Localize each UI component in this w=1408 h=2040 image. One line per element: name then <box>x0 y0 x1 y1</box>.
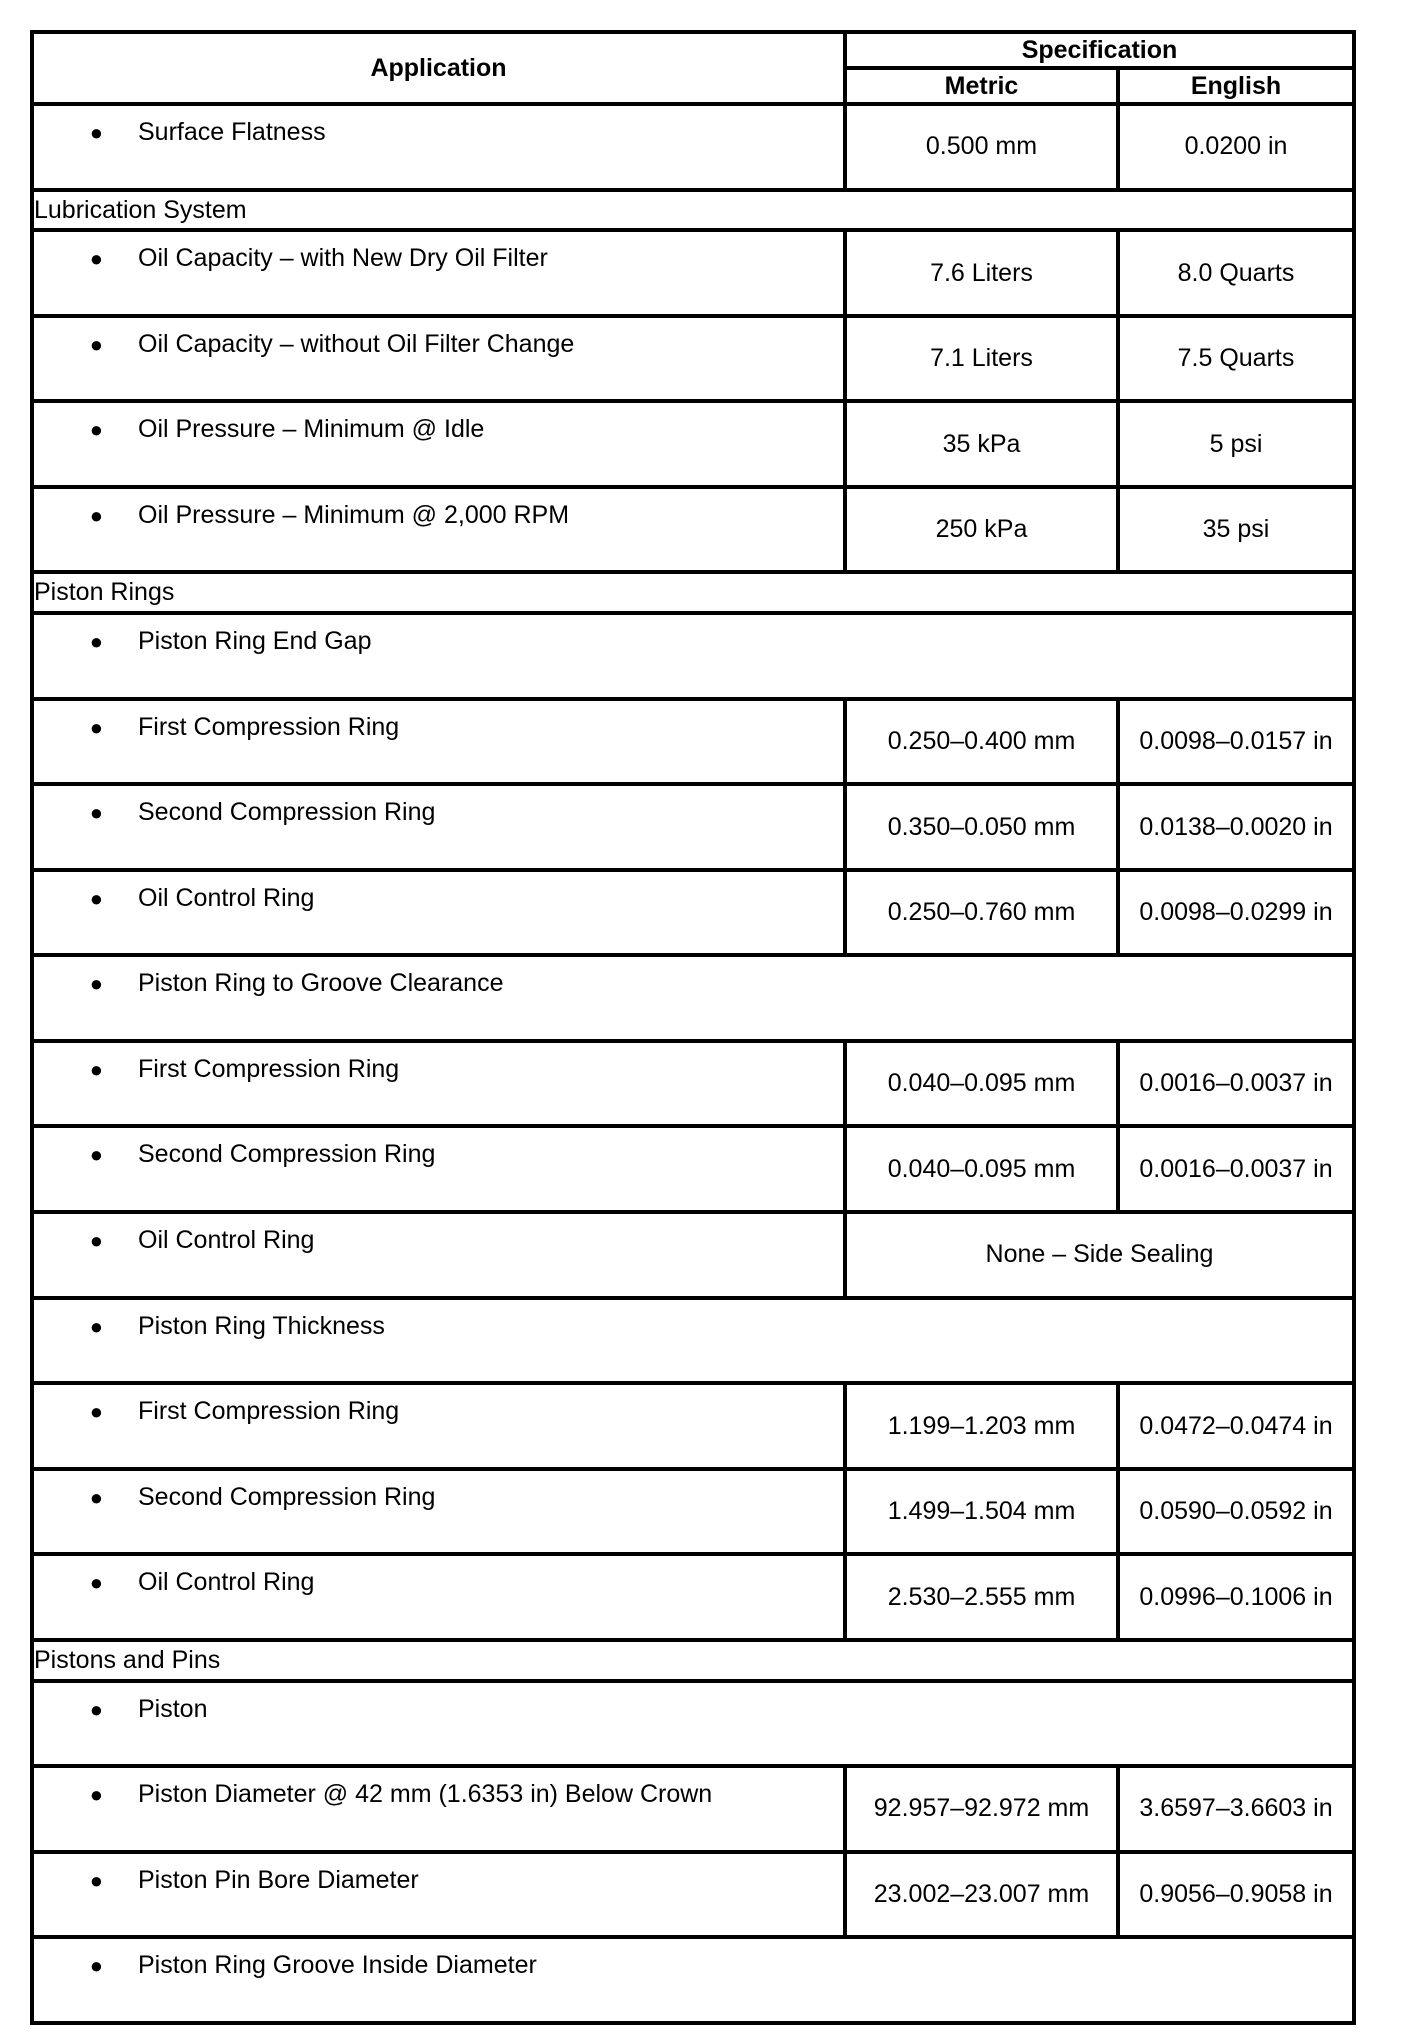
table-row <box>32 230 1354 316</box>
table-row <box>32 1383 1354 1469</box>
application-cell <box>32 1126 845 1212</box>
category-row <box>32 190 1354 231</box>
table-row <box>32 1126 1354 1212</box>
application-label: Oil Control Ring <box>138 883 315 912</box>
bullet-icon: ● <box>89 1313 103 1339</box>
application-cell <box>32 487 845 573</box>
table-row <box>32 401 1354 487</box>
application-label: First Compression Ring <box>138 1054 400 1083</box>
application-label: Second Compression Ring <box>138 1140 436 1169</box>
application-cell <box>32 1681 1354 1767</box>
application-label: Second Compression Ring <box>138 798 436 827</box>
metric-value: 0.250–0.400 mm <box>845 699 1118 785</box>
english-value: 8.0 Quarts <box>1118 230 1354 316</box>
bullet-icon: ● <box>89 1867 103 1893</box>
metric-value: 0.350–0.050 mm <box>845 784 1118 870</box>
table-row <box>32 1469 1354 1555</box>
table-body <box>32 104 1354 2023</box>
application-cell <box>32 1469 845 1555</box>
application-header: Application <box>32 32 845 104</box>
application-label: Oil Control Ring <box>138 1226 315 1255</box>
application-label: Piston Ring Groove Inside Diameter <box>138 1951 537 1980</box>
subheader-row <box>32 1681 1354 1767</box>
bullet-icon: ● <box>89 1399 103 1425</box>
application-label: Surface Flatness <box>138 118 326 146</box>
english-value: 3.6597–3.6603 in <box>1118 1766 1354 1852</box>
english-value: 0.0472–0.0474 in <box>1118 1383 1354 1469</box>
english-value: 0.0098–0.0299 in <box>1118 870 1354 956</box>
metric-value: 7.6 Liters <box>845 230 1118 316</box>
metric-value: 0.250–0.760 mm <box>845 870 1118 956</box>
application-label: First Compression Ring <box>138 1397 400 1426</box>
specification-header: Specification <box>845 32 1354 68</box>
bullet-icon: ● <box>89 1142 103 1168</box>
metric-value: 92.957–92.972 mm <box>845 1766 1118 1852</box>
bullet-icon: ● <box>89 885 103 911</box>
merged-value: None – Side Sealing <box>845 1212 1354 1298</box>
bullet-icon: ● <box>89 1953 103 1979</box>
metric-value: 2.530–2.555 mm <box>845 1554 1118 1640</box>
application-cell <box>32 870 845 956</box>
bullet-icon: ● <box>89 1484 103 1510</box>
metric-value: 0.500 mm <box>845 104 1118 190</box>
subheader-row <box>32 1298 1354 1384</box>
application-cell <box>32 401 845 487</box>
application-label: Piston <box>138 1694 208 1723</box>
table-row <box>32 1212 1354 1298</box>
table-row <box>32 784 1354 870</box>
bullet-icon: ● <box>89 120 103 145</box>
application-cell <box>32 784 845 870</box>
bullet-icon: ● <box>89 1782 103 1808</box>
category-label: Pistons and Pins <box>32 1640 1354 1681</box>
category-row <box>32 1640 1354 1681</box>
application-label: First Compression Ring <box>138 712 400 741</box>
application-cell <box>32 1298 1354 1384</box>
application-cell <box>32 1041 845 1127</box>
application-label: Oil Capacity – without Oil Filter Change <box>138 329 575 358</box>
category-label: Piston Rings <box>32 572 1354 613</box>
table-row <box>32 1766 1354 1852</box>
table-row <box>32 870 1354 956</box>
metric-value: 35 kPa <box>845 401 1118 487</box>
application-label: Oil Control Ring <box>138 1568 315 1597</box>
application-label: Piston Pin Bore Diameter <box>138 1865 419 1894</box>
bullet-icon: ● <box>89 971 103 997</box>
metric-value: 250 kPa <box>845 487 1118 573</box>
english-value: 0.0138–0.0020 in <box>1118 784 1354 870</box>
application-cell <box>32 1852 845 1938</box>
application-cell <box>32 1383 845 1469</box>
application-label: Piston Ring to Groove Clearance <box>138 969 504 998</box>
table-row <box>32 316 1354 402</box>
application-label: Piston Ring Thickness <box>138 1311 385 1340</box>
application-cell <box>32 699 845 785</box>
english-value: 0.9056–0.9058 in <box>1118 1852 1354 1938</box>
bullet-icon: ● <box>89 1696 103 1722</box>
application-cell <box>32 1766 845 1852</box>
english-value: 0.0016–0.0037 in <box>1118 1126 1354 1212</box>
bullet-icon: ● <box>89 800 103 826</box>
category-row <box>32 572 1354 613</box>
application-cell <box>32 1554 845 1640</box>
bullet-icon: ● <box>89 502 103 528</box>
table-row <box>32 1852 1354 1938</box>
bullet-icon: ● <box>89 417 103 443</box>
english-value: 0.0996–0.1006 in <box>1118 1554 1354 1640</box>
application-cell <box>32 1937 1354 2023</box>
application-label: Second Compression Ring <box>138 1482 436 1511</box>
bullet-icon: ● <box>89 331 103 357</box>
subheader-row <box>32 955 1354 1041</box>
english-value: 0.0200 in <box>1118 104 1354 190</box>
english-header: English <box>1118 68 1354 104</box>
metric-value: 7.1 Liters <box>845 316 1118 402</box>
bullet-icon: ● <box>89 714 103 740</box>
table-row <box>32 487 1354 573</box>
metric-value: 1.199–1.203 mm <box>845 1383 1118 1469</box>
specification-table <box>30 30 1356 2025</box>
table-row <box>32 104 1354 190</box>
application-label: Oil Capacity – with New Dry Oil Filter <box>138 244 548 273</box>
table-row <box>32 1041 1354 1127</box>
application-label: Piston Diameter @ 42 mm (1.6353 in) Below Crown <box>138 1780 713 1809</box>
metric-value: 1.499–1.504 mm <box>845 1469 1118 1555</box>
metric-value: 23.002–23.007 mm <box>845 1852 1118 1938</box>
bullet-icon: ● <box>89 629 103 655</box>
bullet-icon: ● <box>89 1228 103 1254</box>
metric-value: 0.040–0.095 mm <box>845 1126 1118 1212</box>
application-cell <box>32 316 845 402</box>
english-value: 0.0590–0.0592 in <box>1118 1469 1354 1555</box>
metric-value: 0.040–0.095 mm <box>845 1041 1118 1127</box>
application-cell <box>32 955 1354 1041</box>
bullet-icon: ● <box>89 1056 103 1082</box>
subheader-row <box>32 1937 1354 2023</box>
subheader-row <box>32 613 1354 699</box>
application-cell <box>32 230 845 316</box>
category-label: Lubrication System <box>32 190 1354 231</box>
metric-header: Metric <box>845 68 1118 104</box>
application-label: Piston Ring End Gap <box>138 627 372 656</box>
application-label: Oil Pressure – Minimum @ 2,000 RPM <box>138 500 570 529</box>
application-cell <box>32 1212 845 1298</box>
english-value: 0.0016–0.0037 in <box>1118 1041 1354 1127</box>
english-value: 5 psi <box>1118 401 1354 487</box>
bullet-icon: ● <box>89 1570 103 1596</box>
table-row <box>32 1554 1354 1640</box>
english-value: 7.5 Quarts <box>1118 316 1354 402</box>
application-label: Oil Pressure – Minimum @ Idle <box>138 415 485 444</box>
application-cell <box>32 104 845 190</box>
english-value: 35 psi <box>1118 487 1354 573</box>
english-value: 0.0098–0.0157 in <box>1118 699 1354 785</box>
table-row <box>32 699 1354 785</box>
application-cell <box>32 613 1354 699</box>
bullet-icon: ● <box>89 246 103 272</box>
